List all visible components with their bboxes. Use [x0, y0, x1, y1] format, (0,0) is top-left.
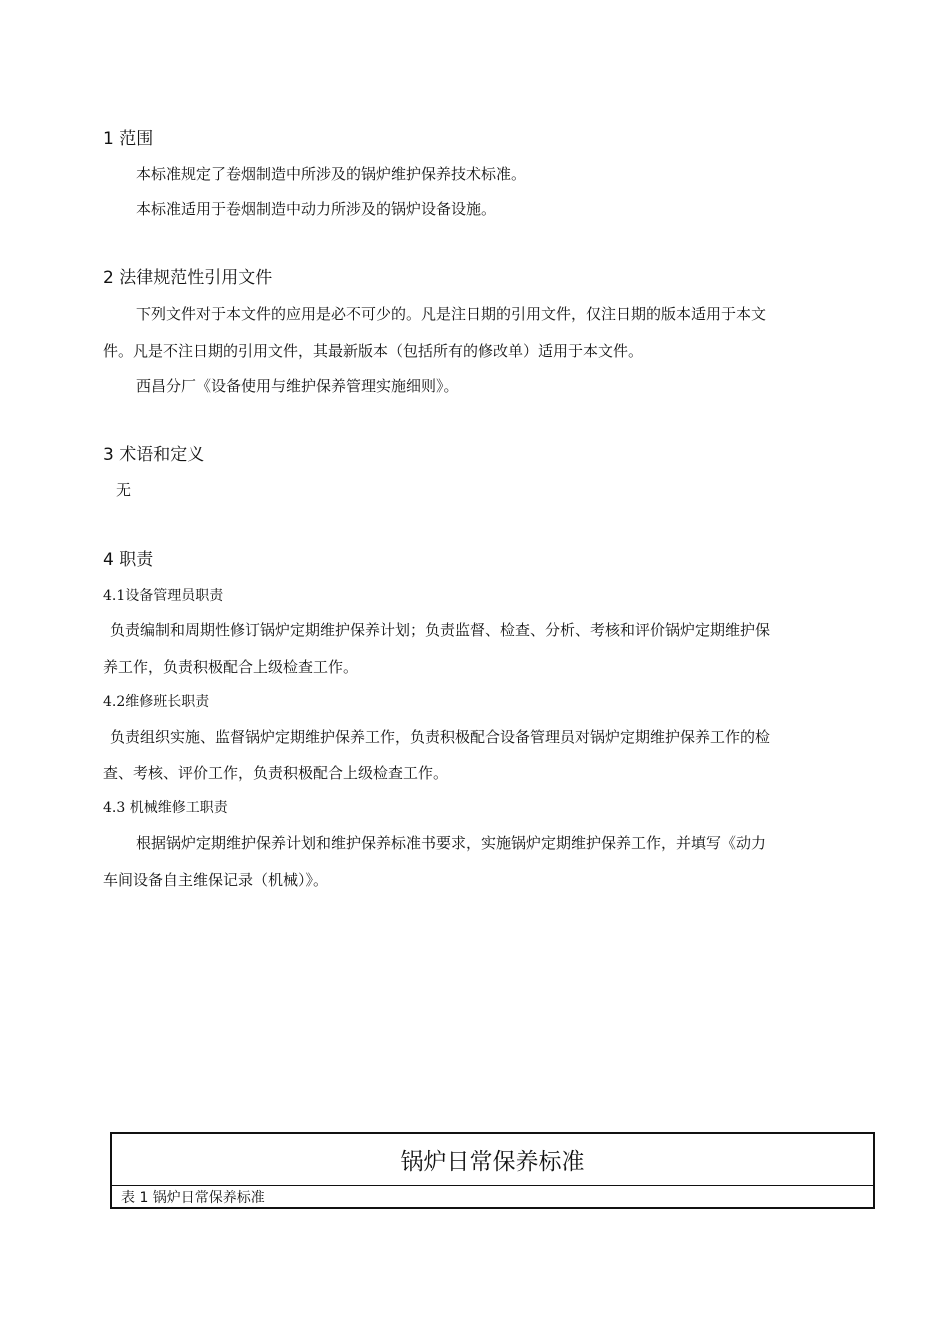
- subsection-4-3-line-1: 根据锅炉定期维护保养计划和维护保养标准书要求，实施锅炉定期维护保养工作，并填写《动力: [136, 834, 767, 852]
- section-1-paragraph-1: 本标准规定了卷烟制造中所涉及的锅炉维护保养技术标准。: [136, 165, 527, 183]
- section-2-paragraph-1-line-2: 件。凡是不注日期的引用文件，其最新版本（包括所有的修改单）适用于本文件。: [103, 342, 644, 360]
- section-4-heading: 4 职责: [103, 550, 154, 570]
- maintenance-standard-table: [110, 1132, 875, 1209]
- table-title: 锅炉日常保养标准: [112, 1134, 873, 1186]
- section-2-paragraph-2: 西昌分厂《设备使用与维护保养管理实施细则》。: [136, 377, 459, 395]
- subsection-4-3-title: 4.3 机械维修工职责: [103, 800, 228, 816]
- subsection-4-2-line-2: 查、考核、评价工作，负责积极配合上级检查工作。: [103, 764, 449, 782]
- subsection-4-2-line-1: 负责组织实施、监督锅炉定期维护保养工作，负责积极配合设备管理员对锅炉定期维护保养工作的检: [110, 728, 771, 746]
- table-caption: 表 1 锅炉日常保养标准: [121, 1190, 265, 1206]
- subsection-4-2-title: 4.2维修班长职责: [103, 694, 210, 710]
- subsection-4-3-line-2: 车间设备自主维保记录（机械）》。: [103, 871, 329, 889]
- section-1-heading: 1 范围: [103, 129, 154, 149]
- section-2-paragraph-1-line-1: 下列文件对于本文件的应用是必不可少的。凡是注日期的引用文件，仅注日期的版本适用于本文: [136, 305, 767, 323]
- section-3-text: 无: [116, 481, 132, 499]
- section-1-paragraph-2: 本标准适用于卷烟制造中动力所涉及的锅炉设备设施。: [136, 200, 497, 218]
- section-2-heading: 2 法律规范性引用文件: [103, 268, 273, 288]
- subsection-4-1-line-1: 负责编制和周期性修订锅炉定期维护保养计划；负责监督、检查、分析、考核和评价锅炉定期维护保: [110, 621, 771, 639]
- subsection-4-1-line-2: 养工作，负责积极配合上级检查工作。: [103, 658, 359, 676]
- subsection-4-1-title: 4.1设备管理员职责: [103, 588, 224, 604]
- section-3-heading: 3 术语和定义: [103, 445, 205, 465]
